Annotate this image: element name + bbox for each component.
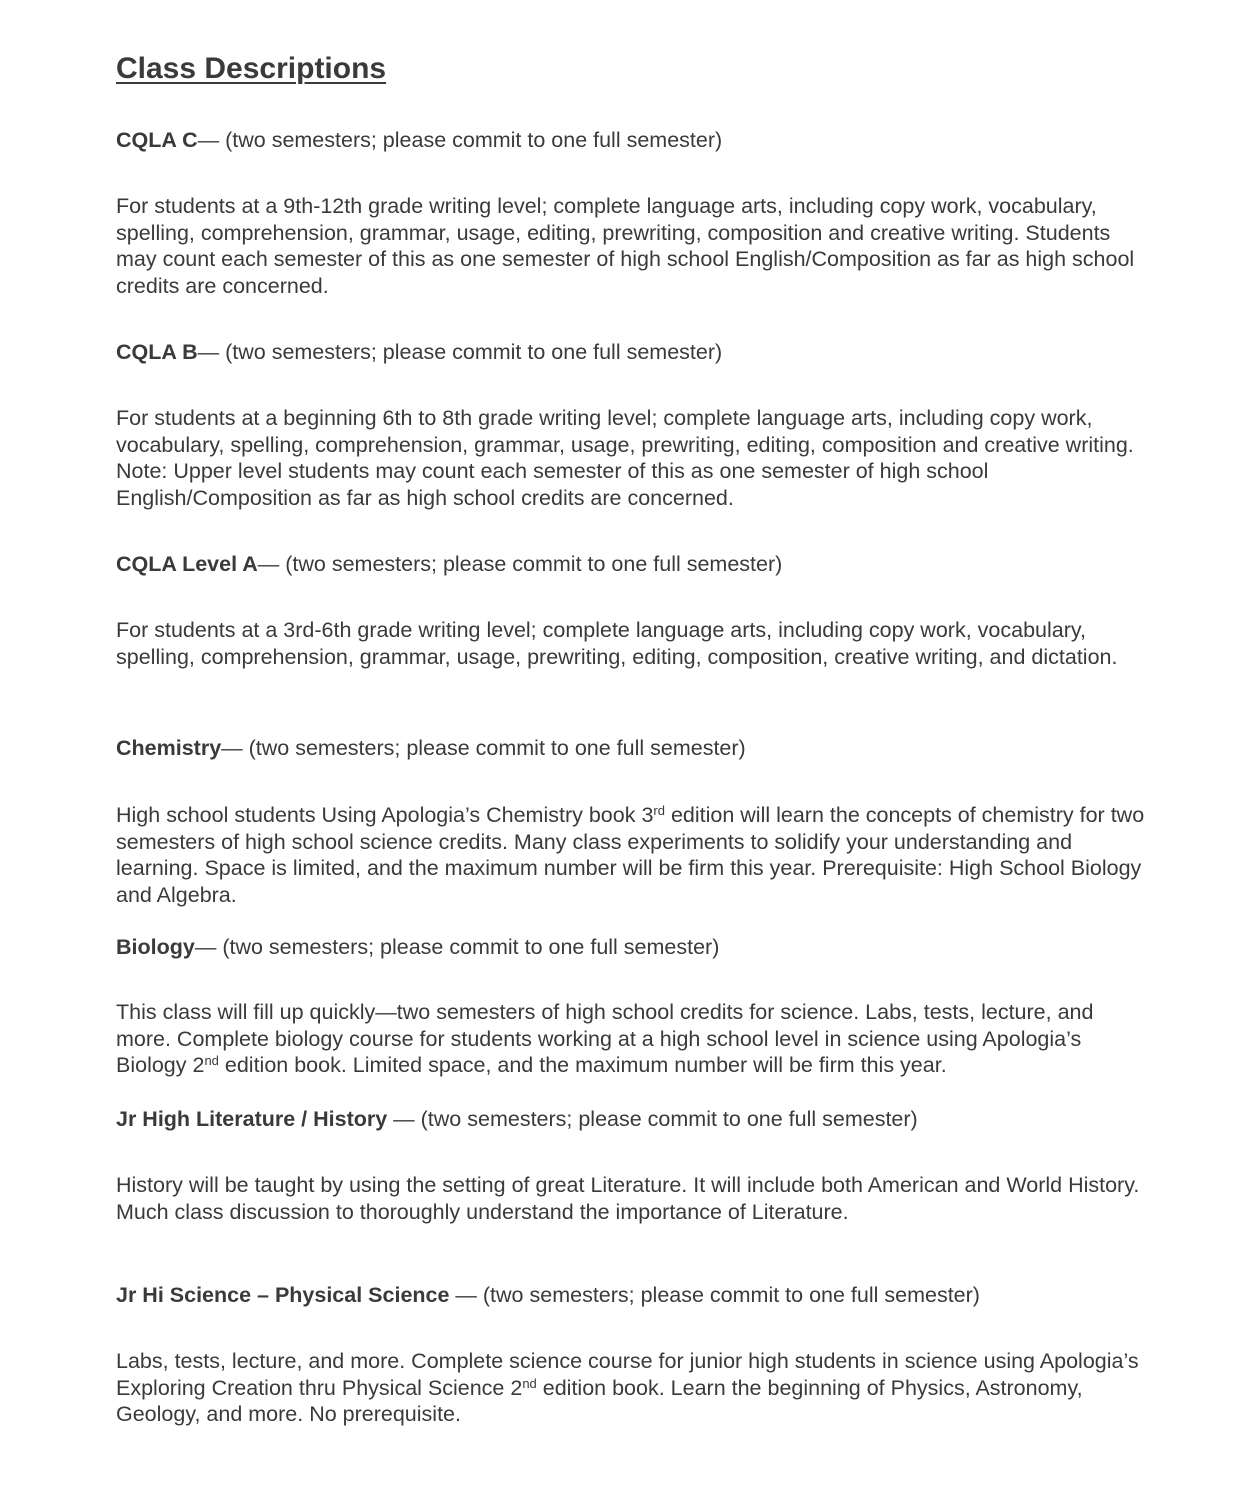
course-heading-cqla-c: [116, 127, 722, 153]
course-name: Biology: [116, 935, 195, 959]
ordinal-suffix: nd: [204, 1053, 219, 1068]
course-name: CQLA B: [116, 340, 198, 364]
course-note: — (two semesters; please commit to one full semester): [221, 736, 746, 760]
course-note: — (two semesters; please commit to one full semester): [387, 1107, 918, 1131]
course-description-jr-hi-physical-science: [116, 1348, 1146, 1428]
course-heading-jr-hi-physical-science: [116, 1282, 980, 1308]
description-text: Labs, tests, lecture, and more. Complete science course for junior high students in science using Apologia’s Exploring Creation thru Physical Science 2: [116, 1349, 1139, 1400]
course-heading-biology: [116, 934, 719, 960]
ordinal-suffix: rd: [653, 803, 665, 818]
course-description-cqla-level-a: For students at a 3rd-6th grade writing level; complete language arts, including copy work, vocabulary, spelling, comprehension, grammar, usage, prewriting, editing, composition, creative writing, and dictation.: [116, 618, 1118, 669]
description-text: This class will fill up quickly—two semesters of high school credits for science. Labs, tests, lecture, and more. Complete biology course for students working at a high school level in science using Apologia’s Biology 2: [116, 1000, 1094, 1077]
course-name: Jr High Literature / History: [116, 1107, 388, 1131]
description-text: edition book. Limited space, and the maximum number will be firm this year.: [218, 1053, 947, 1077]
course-note: — (two semesters; please commit to one full semester): [257, 552, 783, 576]
course-name: CQLA Level A: [116, 552, 258, 576]
course-description-cqla-c: For students at a 9th-12th grade writing level; complete language arts, including copy work, vocabulary, spelling, comprehension, grammar, usage, editing, prewriting, composition and creative writing. Students may count each semester of this as one semester of high school English/Composition as far as high school credits are concerned.: [116, 194, 1135, 298]
course-name: CQLA C: [116, 128, 198, 152]
course-description-cqla-b: For students at a beginning 6th to 8th grade writing level; complete language arts, including copy work, vocabulary, spelling, comprehension, grammar, usage, prewriting, editing, composition and creative writing. Note: Upper level students may count each semester of this as one semester of high school English/Composition as far as high school credits are concerned.: [116, 406, 1134, 510]
course-note: — (two semesters; please commit to one full semester): [449, 1283, 980, 1307]
course-description-chemistry: [116, 802, 1146, 908]
ordinal-suffix: nd: [522, 1375, 537, 1391]
course-heading-cqla-level-a: [116, 551, 782, 577]
description-text: edition will learn the concepts of chemistry for two semesters of high school science credits. Many class experiments to solidify your understanding and learning. Space is limited, and the maximum number will be firm this year. Prerequisite: High School Biology and Algebra.: [116, 803, 1145, 907]
course-note: — (two semesters; please commit to one full semester): [197, 340, 723, 364]
course-note: — (two semesters; please commit to one full semester): [194, 935, 720, 959]
course-name: Chemistry: [116, 736, 222, 760]
course-description-biology: [116, 999, 1146, 1079]
course-heading-cqla-b: [116, 339, 722, 365]
course-description-jr-high-literature-history: History will be taught by using the setting of great Literature. It will include both American and World History. Much class discussion to thoroughly understand the importance of Literature.: [116, 1173, 1140, 1224]
description-text: edition book. Learn the beginning of Physics, Astronomy, Geology, and more. No prerequisite.: [116, 1375, 1083, 1426]
course-heading-jr-high-literature-history: [116, 1106, 918, 1132]
course-heading-chemistry: [116, 735, 746, 761]
description-text: High school students Using Apologia’s Chemistry book 3: [116, 803, 654, 827]
course-note: — (two semesters; please commit to one full semester): [197, 128, 723, 152]
page-title: Class Descriptions: [116, 52, 387, 85]
course-name: Jr Hi Science – Physical Science: [116, 1283, 450, 1307]
